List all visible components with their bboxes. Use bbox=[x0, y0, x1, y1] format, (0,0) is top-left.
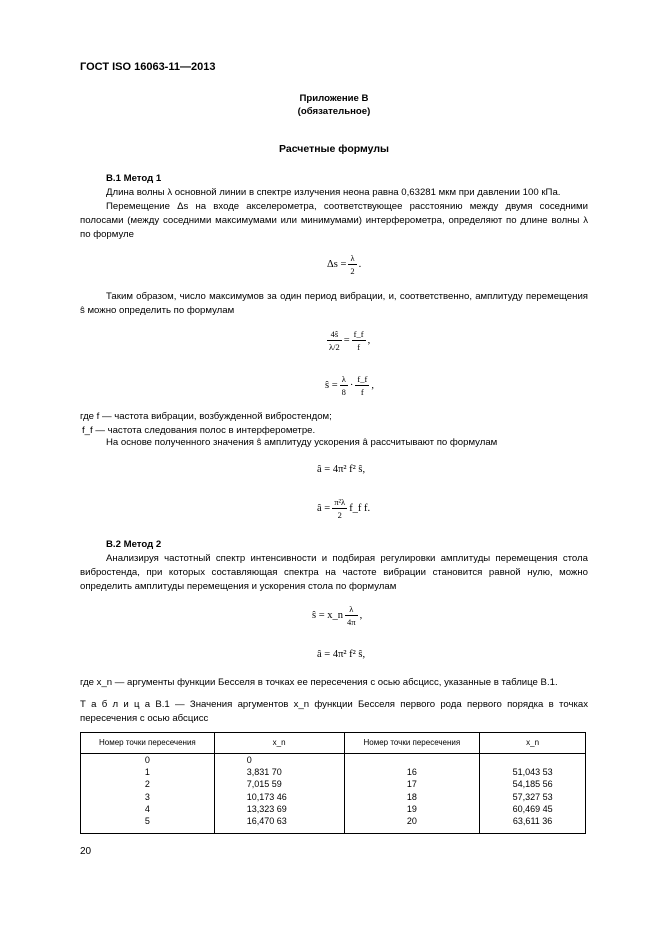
formula1-den: 2 bbox=[350, 266, 355, 276]
cell-xn-2: 54,185 56 bbox=[480, 778, 586, 790]
cell-xn-2: 57,327 53 bbox=[480, 791, 586, 803]
formula3-a-den: 8 bbox=[341, 387, 346, 397]
method1-p4: На основе полученного значения ŝ амплитуду ускорения â рассчитывают по формулам bbox=[106, 437, 498, 448]
cell-xn: 16,470 63 bbox=[214, 815, 344, 834]
cell-point-2: 17 bbox=[344, 778, 480, 790]
formula1-lhs: Δs = bbox=[327, 258, 347, 270]
cell-xn: 13,323 69 bbox=[214, 803, 344, 815]
formula-delta-s bbox=[327, 252, 361, 277]
table-row bbox=[81, 815, 586, 834]
formula2-rhs-num: f_f bbox=[353, 329, 364, 339]
table-row bbox=[81, 791, 586, 803]
table-caption: Т а б л и ц а В.1 — Значения аргументов x_n функции Бесселя первого рода первого порядка в точках пересечения с осью абсцисс bbox=[80, 699, 588, 724]
cell-xn-2: 51,043 53 bbox=[480, 766, 586, 778]
formula-s-hat-xn bbox=[312, 603, 362, 628]
section-title: Расчетные формулы bbox=[279, 143, 389, 155]
formula1-tail: . bbox=[358, 258, 362, 270]
formula5-lhs: â = bbox=[317, 502, 331, 514]
appendix-status: (обязательное) bbox=[297, 106, 371, 117]
method2-p1: Анализируя частотный спектр интенсивности и подбирая регулировки амплитуды перемещения стола вибростенда, при которых составляющая спектра на частоте вибрации становится равной нулю, можно определить амплитуды перемещения и ускорения стола по формулам bbox=[80, 553, 588, 592]
table-header-row bbox=[81, 733, 586, 754]
table-header-xn: x_n bbox=[214, 733, 344, 754]
cell-xn-2 bbox=[480, 754, 586, 767]
where-f: где f — частота вибрации, возбужденной вибростендом; bbox=[80, 411, 332, 422]
cell-xn: 0 bbox=[214, 754, 344, 767]
formula2-rhs-den: f bbox=[357, 342, 361, 352]
where-ff: f_f — частота следования полос в интерферометре. bbox=[82, 425, 316, 436]
method2-heading: В.2 Метод 2 bbox=[106, 539, 162, 550]
cell-point-2: 19 bbox=[344, 803, 480, 815]
page-number: 20 bbox=[80, 846, 92, 857]
formula5-den: 2 bbox=[337, 510, 342, 520]
cell-point: 2 bbox=[81, 778, 215, 790]
formula3-dot: · bbox=[349, 379, 354, 391]
table-row bbox=[81, 778, 586, 790]
cell-xn-2: 63,611 36 bbox=[480, 815, 586, 834]
formula1-num: λ bbox=[348, 252, 356, 265]
bessel-table bbox=[80, 732, 586, 834]
formula-a-hat-3: â = 4π² f² ŝ, bbox=[317, 649, 366, 660]
formula2-lhs-num: 4ŝ bbox=[327, 328, 342, 341]
appendix-title: Приложение В bbox=[299, 93, 369, 104]
standard-code: ГОСТ ISO 16063-11—2013 bbox=[80, 61, 216, 73]
formula3-lhs: ŝ = bbox=[325, 379, 338, 391]
formula2-tail: , bbox=[367, 334, 371, 346]
cell-point-2: 16 bbox=[344, 766, 480, 778]
cell-point: 0 bbox=[81, 754, 215, 767]
cell-point-2 bbox=[344, 754, 480, 767]
table-row bbox=[81, 754, 586, 767]
method1-heading: В.1 Метод 1 bbox=[106, 173, 162, 184]
formula5-num: π²λ bbox=[334, 497, 346, 507]
method2-where: где x_n — аргументы функции Бесселя в точках ее пересечения с осью абсцисс, указанные в таблице В.1. bbox=[80, 677, 558, 688]
formula-a-hat-1: â = 4π² f² ŝ, bbox=[317, 464, 366, 475]
formula6-den: 4π bbox=[347, 617, 356, 627]
formula6-num: λ bbox=[345, 603, 358, 616]
formula3-b-num: f_f bbox=[357, 374, 368, 384]
cell-point: 3 bbox=[81, 791, 215, 803]
cell-xn: 7,015 59 bbox=[214, 778, 344, 790]
cell-point-2: 20 bbox=[344, 815, 480, 834]
formula6-tail: , bbox=[359, 609, 363, 621]
cell-point: 1 bbox=[81, 766, 215, 778]
formula3-b-den: f bbox=[360, 387, 364, 397]
cell-point: 4 bbox=[81, 803, 215, 815]
formula3-a-num: λ bbox=[340, 373, 348, 386]
formula-4s bbox=[325, 328, 370, 353]
formula3-tail: , bbox=[371, 379, 374, 391]
formula6-lhs: ŝ = x_n bbox=[312, 609, 344, 621]
cell-point-2: 18 bbox=[344, 791, 480, 803]
formula-a-hat-2 bbox=[317, 496, 370, 521]
cell-xn: 3,831 70 bbox=[214, 766, 344, 778]
formula5-tail: f_f f. bbox=[349, 502, 371, 514]
table-header-xn-2: x_n bbox=[480, 733, 586, 754]
table-header-point: Номер точки пересечения bbox=[81, 733, 215, 754]
formula2-eq: = bbox=[343, 334, 350, 346]
table-row bbox=[81, 766, 586, 778]
formula-s-hat bbox=[325, 373, 374, 398]
method1-p3: Таким образом, число максимумов за один период вибрации, и, соответственно, амплитуду перемещения ŝ можно определить по формулам bbox=[80, 291, 588, 316]
method1-p1: Длина волны λ основной линии в спектре излучения неона равна 0,63281 мкм при давлении 100 кПа. bbox=[106, 187, 561, 198]
formula2-lhs-den: λ/2 bbox=[329, 342, 340, 352]
cell-xn-2: 60,469 45 bbox=[480, 803, 586, 815]
cell-xn: 10,173 46 bbox=[214, 791, 344, 803]
method1-p2: Перемещение Δs на входе акселерометра, соответствующее расстоянию между двумя соседними полосами (между соседними максимумами или минимумами) интерферометра, определяют по длине волны λ по формуле bbox=[80, 201, 588, 240]
cell-point: 5 bbox=[81, 815, 215, 834]
table-row bbox=[81, 803, 586, 815]
table-header-point-2: Номер точки пересечения bbox=[344, 733, 480, 754]
